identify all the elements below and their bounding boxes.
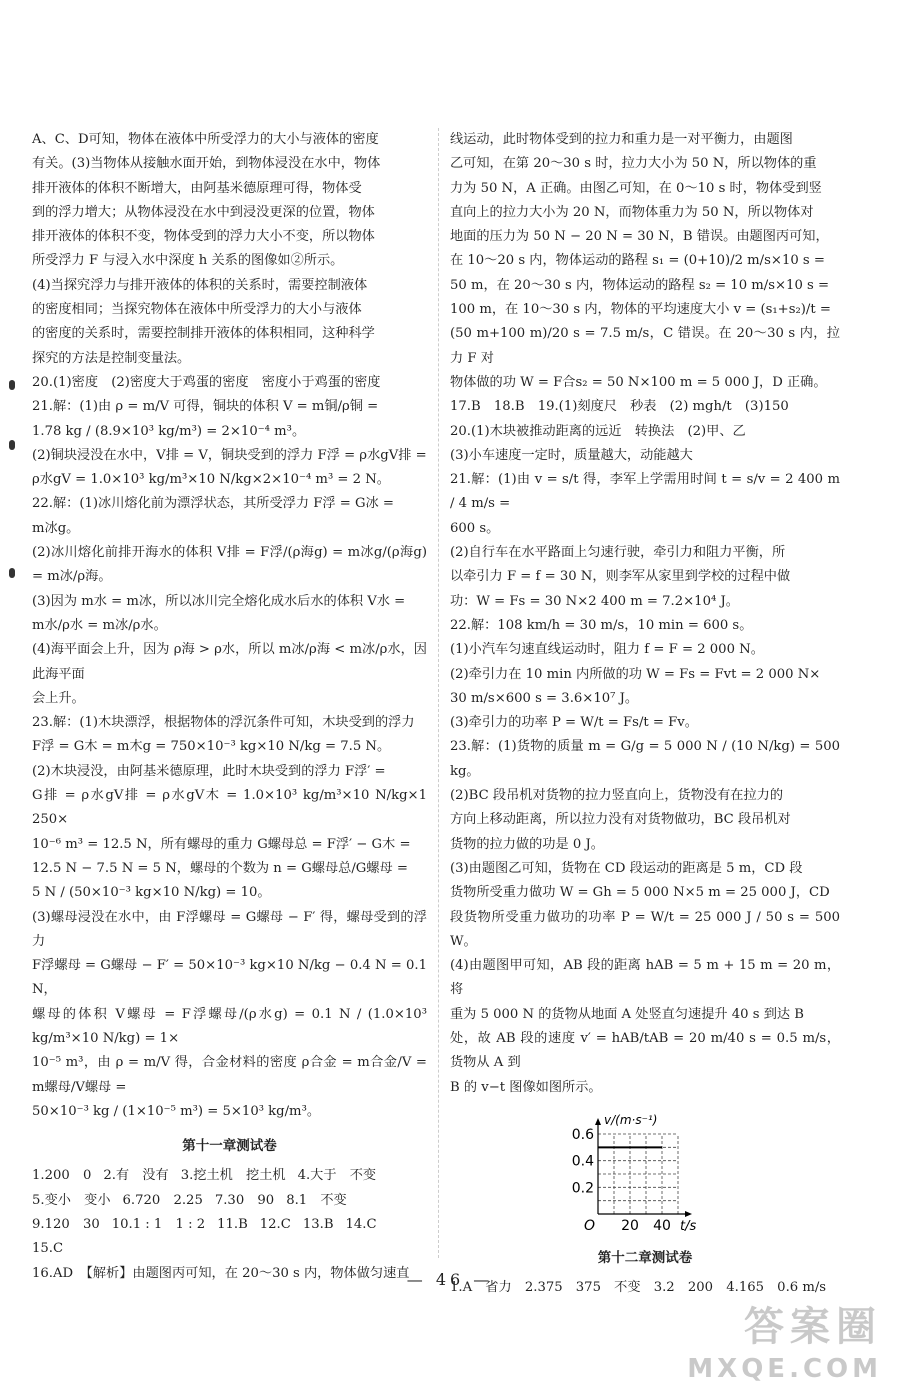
- answer-line: 到的浮力增大；从物体浸没在水中到浸没更深的位置，物体: [32, 204, 375, 220]
- answer-line: 地面的压力为 50 N − 20 N = 30 N，B 错误。由题图丙可知，: [450, 229, 829, 245]
- x-axis-arrow: [685, 1211, 692, 1217]
- answer-line: (2)冰川熔化前排开海水的体积 V排 = F浮/(ρ海g) = m冰g/(ρ海g) = m冰/ρ海。: [32, 545, 427, 585]
- answer-line: 所受浮力 F 与浸入水中深度 h 关系的图像如②所示。: [32, 253, 344, 269]
- answer-item: 8.1 不变: [286, 1192, 347, 1208]
- y-tick-label: 0.4: [571, 1153, 594, 1170]
- answer-line: (2)铜块浸没在水中，V排 = V，铜块受到的浮力 F浮 = ρ水gV排 =: [32, 447, 427, 463]
- answer-item: 3.挖土机 挖土机: [180, 1168, 286, 1184]
- answer-line: m冰g。: [32, 520, 80, 536]
- answer-line: 的密度相同；当探究物体在液体中所受浮力的大小与液体: [32, 302, 362, 318]
- x-axis-label: t/s: [680, 1218, 697, 1234]
- answer-line: 会上升。: [32, 690, 85, 706]
- y-axis-arrow: [595, 1118, 601, 1125]
- answer-line: 100 m，在 10～30 s 内，物体的平均速度大小 v = (s₁+s₂)/t =: [450, 302, 831, 318]
- answer-line: 乙可知，在第 20～30 s 时，拉力大小为 50 N，所以物体的重: [450, 156, 817, 172]
- answer-line: 功：W = Fs = 30 N×2 400 m = 7.2×10⁴ J。: [450, 593, 739, 609]
- answer-line: 21.解：(1)由 ρ = m/V 可得，铜块的体积 V = m铜/ρ铜 =: [32, 399, 379, 415]
- answer-line: 处，故 AB 段的速度 v′ = hAB/tAB = 20 m/40 s = 0.5 m/s，货物从 A 到: [450, 1030, 840, 1071]
- origin-label: O: [584, 1217, 596, 1234]
- answer-line: F浮螺母 = G螺母 − F′ = 50×10⁻³ kg×10 N/kg − 0.4 N = 0.1 N，: [32, 958, 427, 998]
- answer-line: 重为 5 000 N 的货物从地面 A 处竖直匀速提升 40 s 到达 B: [450, 1006, 804, 1022]
- answer-line: (2)自行车在水平路面上匀速行驶，牵引力和阻力平衡，所: [450, 545, 786, 561]
- left-column: [32, 128, 427, 1286]
- answer-line: (4)由题图甲可知，AB 段的距离 hAB = 5 m + 15 m = 20 m，将: [450, 958, 840, 998]
- answer-item: 9.120 30: [32, 1217, 100, 1233]
- answer-line: 排开液体的体积不变，物体受到的浮力大小不变，所以物体: [32, 229, 375, 245]
- answer-item: 6.720 2.25: [122, 1192, 203, 1208]
- answer-line: (2)木块浸没，由阿基米德原理，此时木块受到的浮力 F浮′ =: [32, 763, 386, 779]
- answer-line: 10⁻⁵ m³，由 ρ = m/V 得，合金材料的密度 ρ合金 = m合金/V = m螺母/V螺母 =: [32, 1055, 427, 1095]
- margin-dot: [9, 568, 15, 578]
- answer-line: (3)小车速度一定时，质量越大，动能越大: [450, 447, 693, 463]
- answer-line: 5 N / (50×10⁻³ kg×10 N/kg) = 10。: [32, 885, 271, 901]
- page-number: — 46 —: [406, 1270, 494, 1289]
- answer-line: 方向上移动距离，所以拉力没有对货物做功，BC 段吊机对: [450, 812, 791, 828]
- answer-line: B 的 v−t 图像如图所示。: [450, 1079, 602, 1095]
- answer-line: G排 = ρ水gV排 = ρ水gV木 = 1.0×10³ kg/m³×10 N/kg×1 250×: [32, 788, 427, 828]
- answer-line: 直向上的拉力大小为 20 N，而物体重力为 50 N，所以物体对: [450, 204, 814, 220]
- answer-line: (4)海平面会上升，因为 ρ海 > ρ水，所以 m冰/ρ海 < m冰/ρ水，因此海平面: [32, 642, 427, 682]
- answer-line: (1)小汽车匀速直线运动时，阻力 f = F = 2 000 N。: [450, 642, 764, 658]
- answer-line: 20.(1)密度 (2)密度大于鸡蛋的密度 密度小于鸡蛋的密度: [32, 374, 381, 390]
- answer-line: 在 10～20 s 内，物体运动的路程 s₁ = (0+10)/2 m/s×10 s =: [450, 253, 825, 269]
- right-column: [450, 128, 840, 1300]
- x-tick-label: 20: [621, 1217, 639, 1234]
- answer-line: (3)牵引力的功率 P = W/t = Fs/t = Fv。: [450, 715, 698, 731]
- answer-item: 7.30 90: [214, 1192, 275, 1208]
- answer-item: 5.变小 变小: [32, 1192, 111, 1208]
- column-divider: [438, 128, 439, 1258]
- answer-line: 探究的方法是控制变量法。: [32, 350, 191, 366]
- answer-item: 4.大于 不变: [297, 1168, 377, 1184]
- answer-line: 1.A 省力 2.375 375 不变 3.2 200 4.165 0.6 m/s: [450, 1280, 827, 1296]
- answer-line: m水/ρ水 = m冰/ρ水。: [32, 617, 167, 633]
- answer-line: F浮 = G木 = m木g = 750×10⁻³ kg×10 N/kg = 7.5 N。: [32, 739, 391, 755]
- answer-item: 14.C: [345, 1217, 377, 1233]
- answer-line: 的密度的关系时，需要控制排开液体的体积相同，这种科学: [32, 326, 375, 342]
- y-axis-label: v/(m·s⁻¹): [604, 1113, 658, 1127]
- answer-line: 力为 50 N，A 正确。由图乙可知，在 0～10 s 时，物体受到竖: [450, 180, 822, 196]
- answer-line: 50×10⁻³ kg / (1×10⁻⁵ m³) = 5×10³ kg/m³。: [32, 1103, 321, 1119]
- answer-line: 21.解：(1)由 v = s/t 得，李军上学需用时间 t = s/v = 2 400 m / 4 m/s =: [450, 472, 840, 512]
- answer-item: 13.B: [302, 1217, 334, 1233]
- answer-line: 20.(1)木块被推动距离的远近 转换法 (2)甲、乙: [450, 423, 746, 439]
- answer-item: 15.C: [32, 1241, 64, 1257]
- answer-row: [32, 1237, 427, 1261]
- margin-dot: [9, 440, 15, 450]
- vt-chart: [560, 1114, 730, 1236]
- watermark-logo: 答案圈: [744, 1304, 882, 1350]
- answer-line: ρ水gV = 1.0×10³ kg/m³×10 N/kg×2×10⁻⁴ m³ = 2 N。: [32, 472, 390, 488]
- answer-line: 段货物所受重力做功的功率 P = W/t = 25 000 J / 50 s = 500 W。: [450, 909, 840, 949]
- vt-chart-svg: [560, 1114, 730, 1236]
- answer-line: 22.解：108 km/h = 30 m/s，10 min = 600 s。: [450, 617, 753, 633]
- answer-line: 螺母的体积 V螺母 = F浮螺母/(ρ水g) = 0.1 N / (1.0×10³ kg/m³×10 N/kg) = 1×: [32, 1006, 427, 1046]
- answer-line: 线运动，此时物体受到的拉力和重力是一对平衡力，由题图: [450, 132, 793, 147]
- answer-line: 50 m，在 20～30 s 内，物体运动的路程 s₂ = 10 m/s×10 s =: [450, 277, 830, 293]
- answer-item: 2.有 没有: [103, 1168, 169, 1184]
- answer-item: 1.200 0: [32, 1168, 92, 1184]
- answer-line: 16.AD 【解析】由题图丙可知，在 20～30 s 内，物体做匀速直: [32, 1265, 410, 1281]
- answer-item: 11.B: [217, 1217, 248, 1233]
- y-tick-label: 0.6: [571, 1126, 594, 1143]
- answer-line: (50 m+100 m)/20 s = 7.5 m/s，C 错误。在 20～30 s 内，拉力 F 对: [450, 326, 840, 366]
- answer-line: 排开液体的体积不断增大，由阿基米德原理可得，物体受: [32, 180, 362, 196]
- answer-line: 17.B 18.B 19.(1)刻度尺 秒表 (2) mgh/t (3)150: [450, 399, 789, 415]
- answer-line: 12.5 N − 7.5 N = 5 N，螺母的个数为 n = G螺母总/G螺母 =: [32, 860, 408, 876]
- margin-dot: [9, 380, 15, 390]
- answer-line: (4)当探究浮力与排开液体的体积的关系时，需要控制液体: [32, 277, 368, 293]
- y-tick-label: 0.2: [571, 1180, 594, 1197]
- answer-item: 10.1 : 1 1 : 2: [111, 1217, 206, 1233]
- answer-line: 货物的拉力做的功是 0 J。: [450, 836, 604, 852]
- answer-line: 有关。(3)当物体从接触水面开始，到物体浸没在水中，物体: [32, 156, 381, 172]
- answer-line: 22.解：(1)冰川熔化前为漂浮状态，其所受浮力 F浮 = G冰 =: [32, 496, 394, 512]
- answer-line: 23.解：(1)货物的质量 m = G/g = 5 000 N / (10 N/kg) = 500 kg。: [450, 739, 840, 779]
- section-title: 第十一章测试卷: [182, 1138, 277, 1155]
- x-tick-label: 40: [653, 1217, 671, 1234]
- answer-line: 30 m/s×600 s = 3.6×10⁷ J。: [450, 690, 639, 706]
- answer-line: (2)牵引力在 10 min 内所做的功 W = Fs = Fvt = 2 000 N×: [450, 666, 821, 682]
- answer-line: 1.78 kg / (8.9×10³ kg/m³) = 2×10⁻⁴ m³。: [32, 423, 306, 439]
- answer-line: 10⁻⁶ m³ = 12.5 N，所有螺母的重力 G螺母总 = F浮′ − G木 =: [32, 836, 411, 852]
- answer-line: (3)螺母浸没在水中，由 F浮螺母 = G螺母 − F′ 得，螺母受到的浮力: [32, 909, 427, 949]
- answer-line: 物体做的功 W = F合s₂ = 50 N×100 m = 5 000 J，D 正确。: [450, 374, 827, 390]
- answer-item: 12.C: [259, 1217, 291, 1233]
- answer-line: 货物所受重力做功 W = Gh = 5 000 N×5 m = 25 000 J，CD: [450, 885, 830, 901]
- answer-line: 以牵引力 F = f = 30 N，则李军从家里到学校的过程中做: [450, 569, 791, 585]
- answer-line: 600 s。: [450, 520, 500, 536]
- answer-line: 23.解：(1)木块漂浮，根据物体的浮沉条件可知，木块受到的浮力: [32, 715, 415, 731]
- answer-row: [32, 1213, 427, 1237]
- watermark-url: MXQE.COM: [687, 1354, 882, 1384]
- answer-line: (3)因为 m水 = m冰，所以冰川完全熔化成水后水的体积 V水 =: [32, 593, 406, 609]
- section-title: 第十二章测试卷: [597, 1249, 693, 1266]
- answer-line: (2)BC 段吊机对货物的拉力竖直向上，货物没有在拉力的: [450, 788, 784, 804]
- answer-line: (3)由题图乙可知，货物在 CD 段运动的距离是 5 m，CD 段: [450, 860, 803, 876]
- answer-row: [32, 1164, 427, 1188]
- answer-line: A、C、D可知，物体在液体中所受浮力的大小与液体的密度: [32, 132, 379, 147]
- answer-row: [32, 1189, 427, 1213]
